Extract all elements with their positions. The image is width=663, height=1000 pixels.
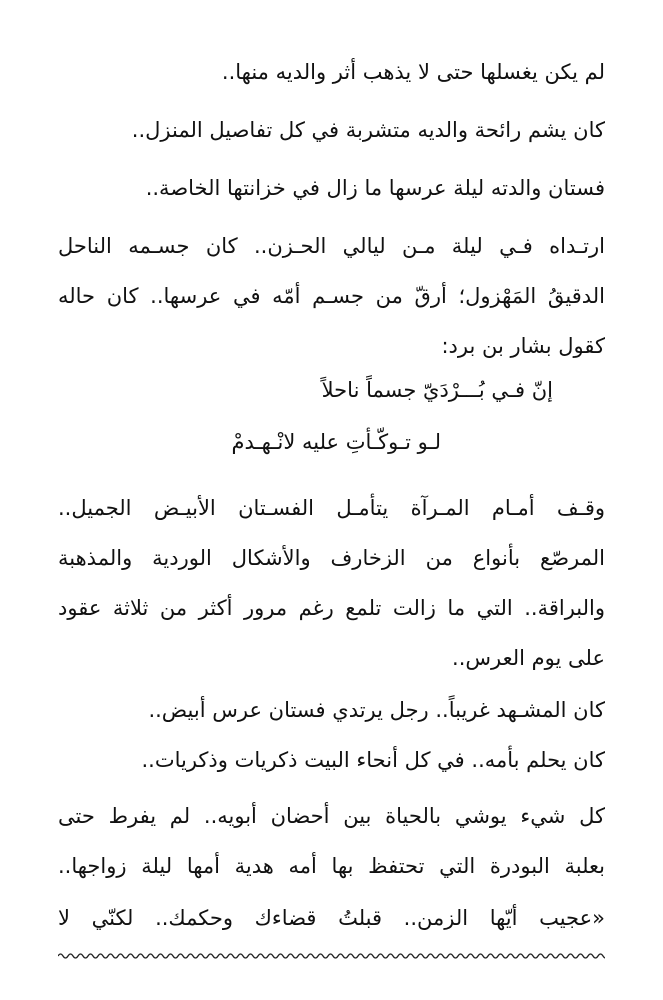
verse-first-hemistich: إنّ فـي بُـــرْدَيّ جسماً ناحلاً xyxy=(321,378,553,402)
text-line-10: على يوم العرس.. xyxy=(452,646,605,670)
text-line-3: فستان والدته ليلة عرسها ما زال في خزانتها الخاصة.. xyxy=(145,176,605,200)
text-line-9: والبراقة.. التي ما زالت تلمع رغم مرور أكثر من ثلاثة عقود xyxy=(58,596,605,620)
text-line-4: ارتـداه فـي ليلة مـن ليالي الحـزن.. كان جسـمه الناحل xyxy=(58,234,605,258)
text-line-8: المرصّع بأنواع من الزخارف والأشكال الوردية والمذهبة xyxy=(58,546,605,570)
text-line-14: بعلبة البودرة التي تحتفظ بها أمه هدية أمها ليلة زواجها.. xyxy=(58,854,605,878)
text-line-1: لم يكن يغسلها حتى لا يذهب أثر والديه منها.. xyxy=(221,60,605,84)
text-line-6: كقول بشار بن برد: xyxy=(441,334,605,358)
text-line-7: وقـف أمـام المـرآة يتأمـل الفسـتان الأبيـض الجميل.. xyxy=(58,496,605,520)
text-line-2: كان يشم رائحة والديه متشربة في كل تفاصيل المنزل.. xyxy=(131,118,605,142)
verse-second-hemistich: لـو تـوكّـأتِ عليه لانْـهـدمْ xyxy=(231,430,441,454)
text-line-15: «عجيب أيّها الزمن.. قبلتُ قضاءك وحكمك.. لكنّي لا xyxy=(58,906,605,930)
text-line-5: الدقيقُ المَهْزول؛ أرقّ من جسـم أمّه في عرسها.. كان حاله xyxy=(58,284,605,308)
text-line-12: كان يحلم بأمه.. في كل أنحاء البيت ذكريات وذكريات.. xyxy=(141,748,605,772)
text-line-11: كان المشـهد غريباً.. رجل يرتدي فستان عرس أبيض.. xyxy=(148,698,605,722)
wavy-divider xyxy=(58,950,605,962)
text-line-13: كل شيء يوشي بالحياة بين أحضان أبويه.. لم يفرط حتى xyxy=(58,804,605,828)
